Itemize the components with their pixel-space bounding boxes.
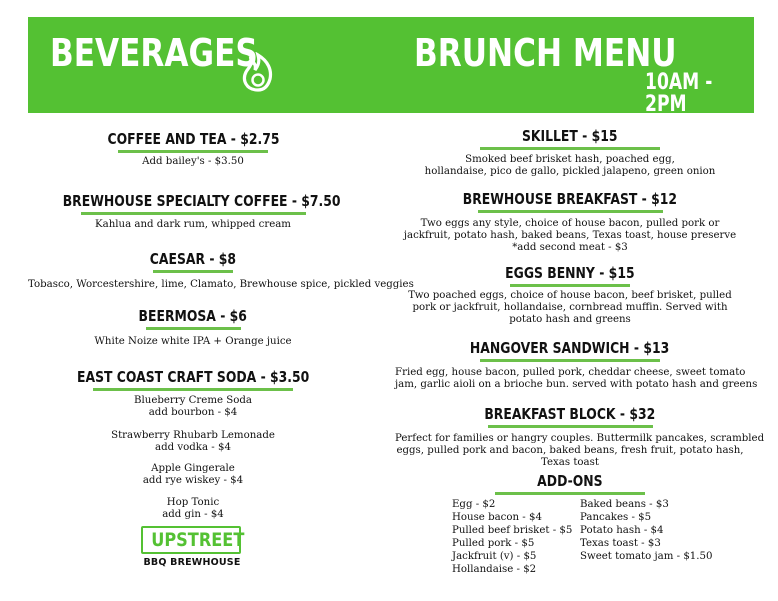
addon-item: Texas toast - $3 — [580, 538, 661, 549]
soda-name: Hop Tonic — [166, 497, 220, 508]
addon-item: Egg - $2 — [452, 499, 496, 510]
soda-addon: add bourbon - $4 — [148, 407, 238, 418]
addon-item: House bacon - $4 — [452, 512, 542, 523]
soda-flavor — [28, 395, 358, 419]
logo-box — [141, 526, 245, 554]
addons-left-list — [452, 498, 572, 576]
breakfast-title: BREWHOUSE BREAKFAST - $12 — [462, 190, 678, 208]
benny-line: potato hash and greens — [509, 314, 631, 325]
divider — [93, 388, 293, 391]
specialty-item — [28, 191, 358, 231]
soda-flavor — [28, 430, 358, 454]
block-line: Perfect for families or hangry couples. Buttermilk pancakes, scrambled — [395, 433, 765, 444]
breakfast-line: *add second meat - $3 — [512, 242, 628, 253]
block-line: eggs, pulled pork and bacon, baked beans, fresh fruit, potato hash, — [396, 445, 744, 456]
soda-name: Blueberry Creme Soda — [134, 395, 252, 406]
coffee-item — [28, 129, 358, 168]
addon-item: Sweet tomato jam - $1.50 — [580, 551, 713, 562]
breakfast-line: jackfruit, potato hash, baked beans, Texas toast, house preserve — [403, 230, 737, 241]
soda-flavor — [28, 463, 358, 487]
divider — [81, 212, 306, 215]
soda-name: Strawberry Rhubarb Lemonade — [111, 430, 275, 441]
addons-header — [395, 471, 745, 495]
addons-title: ADD-ONS — [537, 472, 603, 490]
beermosa-desc: White Noize white IPA + Orange juice — [94, 336, 292, 347]
addon-item: Potato hash - $4 — [580, 525, 664, 536]
caesar-title: CAESAR - $8 — [149, 250, 237, 268]
addons-right-list — [580, 498, 713, 563]
soda-flavor — [28, 497, 358, 521]
divider — [495, 492, 645, 495]
divider — [510, 284, 630, 287]
addon-item: Pulled pork - $5 — [452, 538, 535, 549]
beermosa-item — [28, 306, 358, 348]
addon-item: Pulled beef brisket - $5 — [452, 525, 573, 536]
caesar-item — [28, 249, 414, 291]
soda-name: Apple Gingerale — [151, 463, 235, 474]
brunch-title: BRUNCH MENU — [414, 31, 677, 75]
coffee-desc: Add bailey's - $3.50 — [142, 156, 244, 167]
hours: 10AM - 2PM — [645, 70, 713, 117]
breakfast-line: Two eggs any style, choice of house bacon, pulled pork or — [420, 218, 720, 229]
breakfast-item — [395, 189, 745, 254]
logo-name: UPSTREET — [151, 529, 245, 551]
soda-title: EAST COAST CRAFT SODA - $3.50 — [76, 368, 310, 386]
divider — [480, 147, 660, 150]
soda-addon: add vodka - $4 — [155, 442, 231, 453]
divider — [488, 425, 653, 428]
upstreet-logo — [141, 526, 243, 568]
benny-line: Two poached eggs, choice of house bacon, beef brisket, pulled — [408, 290, 732, 301]
beermosa-title: BEERMOSA - $6 — [138, 307, 248, 325]
block-title: BREAKFAST BLOCK - $32 — [484, 405, 656, 423]
benny-line: pork or jackfruit, hollandaise, cornbread muffin. Served with — [412, 302, 728, 313]
addon-item: Pancakes - $5 — [580, 512, 652, 523]
hangover-line: Fried egg, house bacon, pulled pork, cheddar cheese, sweet tomato — [395, 367, 746, 378]
soda-addon: add gin - $4 — [162, 509, 224, 520]
addon-item: Jackfruit (v) - $5 — [452, 551, 537, 562]
block-line: Texas toast — [541, 457, 599, 468]
skillet-title: SKILLET - $15 — [522, 127, 618, 145]
coffee-title: COFFEE AND TEA - $2.75 — [107, 130, 279, 148]
skillet-item — [395, 126, 745, 178]
specialty-title: BREWHOUSE SPECIALTY COFFEE - $7.50 — [62, 192, 341, 210]
skillet-line: hollandaise, pico de gallo, pickled jalapeno, green onion — [424, 166, 716, 177]
benny-title: EGGS BENNY - $15 — [505, 264, 635, 282]
addon-item: Baked beans - $3 — [580, 499, 669, 510]
block-item — [395, 404, 765, 469]
divider — [153, 270, 233, 273]
logo-subtitle: BBQ BREWHOUSE — [143, 557, 241, 568]
hangover-line: jam, garlic aioli on a brioche bun. served with potato hash and greens — [395, 379, 758, 390]
caesar-desc: Tobasco, Worcestershire, lime, Clamato, Brewhouse spice, pickled veggies — [28, 279, 414, 290]
divider — [118, 150, 268, 153]
addon-item: Hollandaise - $2 — [452, 564, 537, 575]
skillet-line: Smoked beef brisket hash, poached egg, — [465, 154, 675, 165]
beverages-title: BEVERAGES — [50, 31, 258, 75]
divider — [146, 327, 241, 330]
hangover-title: HANGOVER SANDWICH - $13 — [470, 339, 670, 357]
soda-addon: add rye wiskey - $4 — [142, 475, 244, 486]
soda-item — [28, 367, 358, 391]
benny-item — [395, 263, 745, 326]
beverages-section — [28, 0, 414, 601]
divider — [480, 359, 660, 362]
divider — [478, 210, 663, 213]
hangover-item — [395, 338, 758, 391]
specialty-desc: Kahlua and dark rum, whipped cream — [95, 219, 291, 230]
